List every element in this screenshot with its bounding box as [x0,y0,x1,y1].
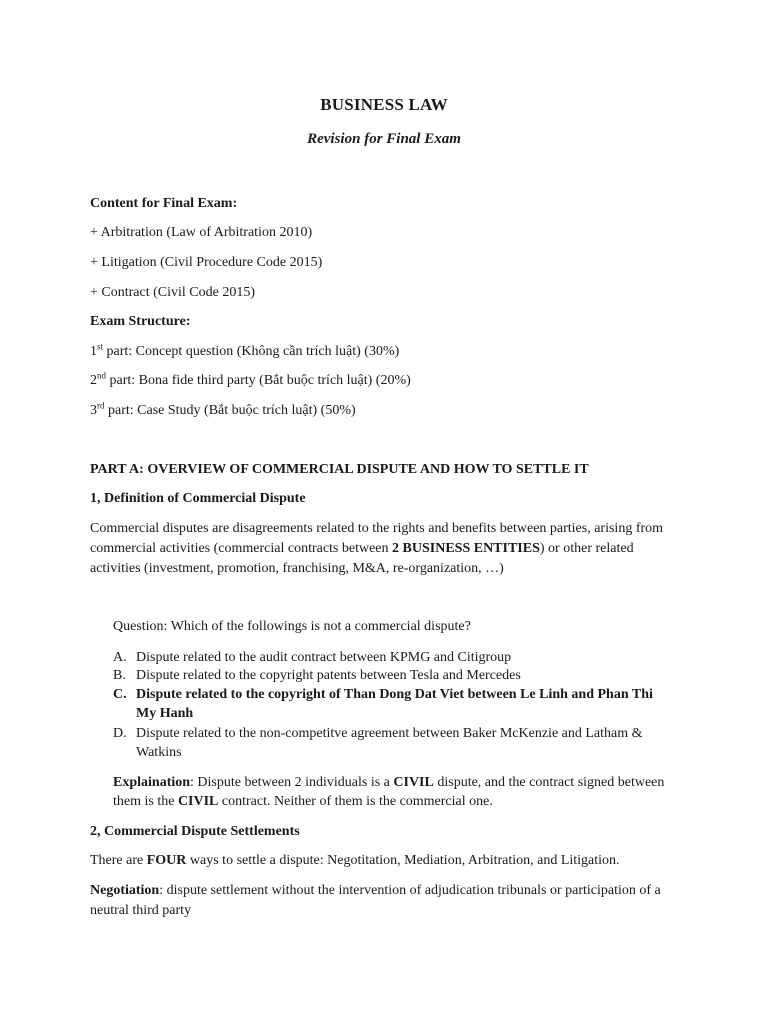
content-item: + Litigation (Civil Procedure Code 2015) [90,255,323,270]
document-subtitle: Revision for Final Exam [307,131,461,147]
content-item: + Contract (Civil Code 2015) [90,285,255,300]
question-text: Question: Which of the followings is not a commercial dispute? [113,619,471,634]
structure-part: 1st part: Concept question (Không cần trích luật) (30%) [90,341,400,359]
content-item: + Arbitration (Law of Arbitration 2010) [90,225,313,240]
structure-part: 2nd part: Bona fide third party (Bắt buộc trích luật) (20%) [90,370,411,388]
ways-paragraph: There are FOUR ways to settle a dispute: Negotitation, Mediation, Arbitration, and Litigation. [90,853,620,868]
content-heading: Content for Final Exam: [90,196,238,211]
section2-heading: 2, Commercial Dispute Settlements [90,824,300,839]
structure-part: 3rd part: Case Study (Bắt buộc trích luật) (50%) [90,400,356,418]
part-a-heading: PART A: OVERVIEW OF COMMERCIAL DISPUTE AND HOW TO SETTLE IT [90,462,589,477]
document-page: BUSINESS LAW Revision for Final Exam Content for Final Exam: + Arbitration (Law of Arbitration 2010) + Litigation (Civil Procedure Code 2015) + Contract (Civil Code 2015) Exam Structure: 1st part: Concept question (Không cần trích luật) (30%) 2nd part: Bona fide third party (Bắt buộc trích luật) (20%) 3rd part: Case Study (Bắt buộc trích luật) (50%) PART A: OVERVIEW OF COMMERCIAL DISPUTE AND HOW TO SETTLE IT 1, Definition of Commercial Dispute Commercial disputes are disagreements related to the rights and benefits between parties, arising from commercial activities (commercial contracts between 2 BUSINESS ENTITIES) or other related activities (investment, promotion, franchising, M&A, re-organization, …) Question: Which of the followings is not a commercial dispute? A. Dispute related to the audit contract between KPMG and Citigroup B. Dispute related to the copyright patents between Tesla and Mercedes C. Dispute related to the copyright of Than Dong Dat Viet between Le Linh and Phan Thi My Hanh D. Dispute related to the non-competitve agreement between Baker McKenzie and Latham & Watkins Explaination: Dispute between 2 individuals is a CIVIL dispute, and the contract signed between them is the CIVIL contract. Neither of them is the commercial one. 2, Commercial Dispute Settlements There are FOUR ways to settle a dispute: Negotitation, Mediation, Arbitration, and Litigation. Negotiation: dispute settlement without the intervention of adjudication tribunals or participation of a neutral third party [0,0,768,1024]
explanation-paragraph: Explaination: Dispute between 2 individuals is a CIVIL dispute, and the contract signed between them is the CIVIL contract. Neither of them is the commercial one. [113,775,665,809]
document-title: BUSINESS LAW [320,95,448,114]
section1-heading: 1, Definition of Commercial Dispute [90,491,306,506]
structure-heading: Exam Structure: [90,314,191,329]
negotiation-paragraph: Negotiation: dispute settlement without the intervention of adjudication tribunals or participation of a neutral third party [90,883,661,918]
definition-paragraph: Commercial disputes are disagreements related to the rights and benefits between parties, arising from commercial activities (commercial contracts between 2 BUSINESS ENTITIES) or other related activities (investment, promotion, franchising, M&A, re-organization, …) [90,521,664,576]
